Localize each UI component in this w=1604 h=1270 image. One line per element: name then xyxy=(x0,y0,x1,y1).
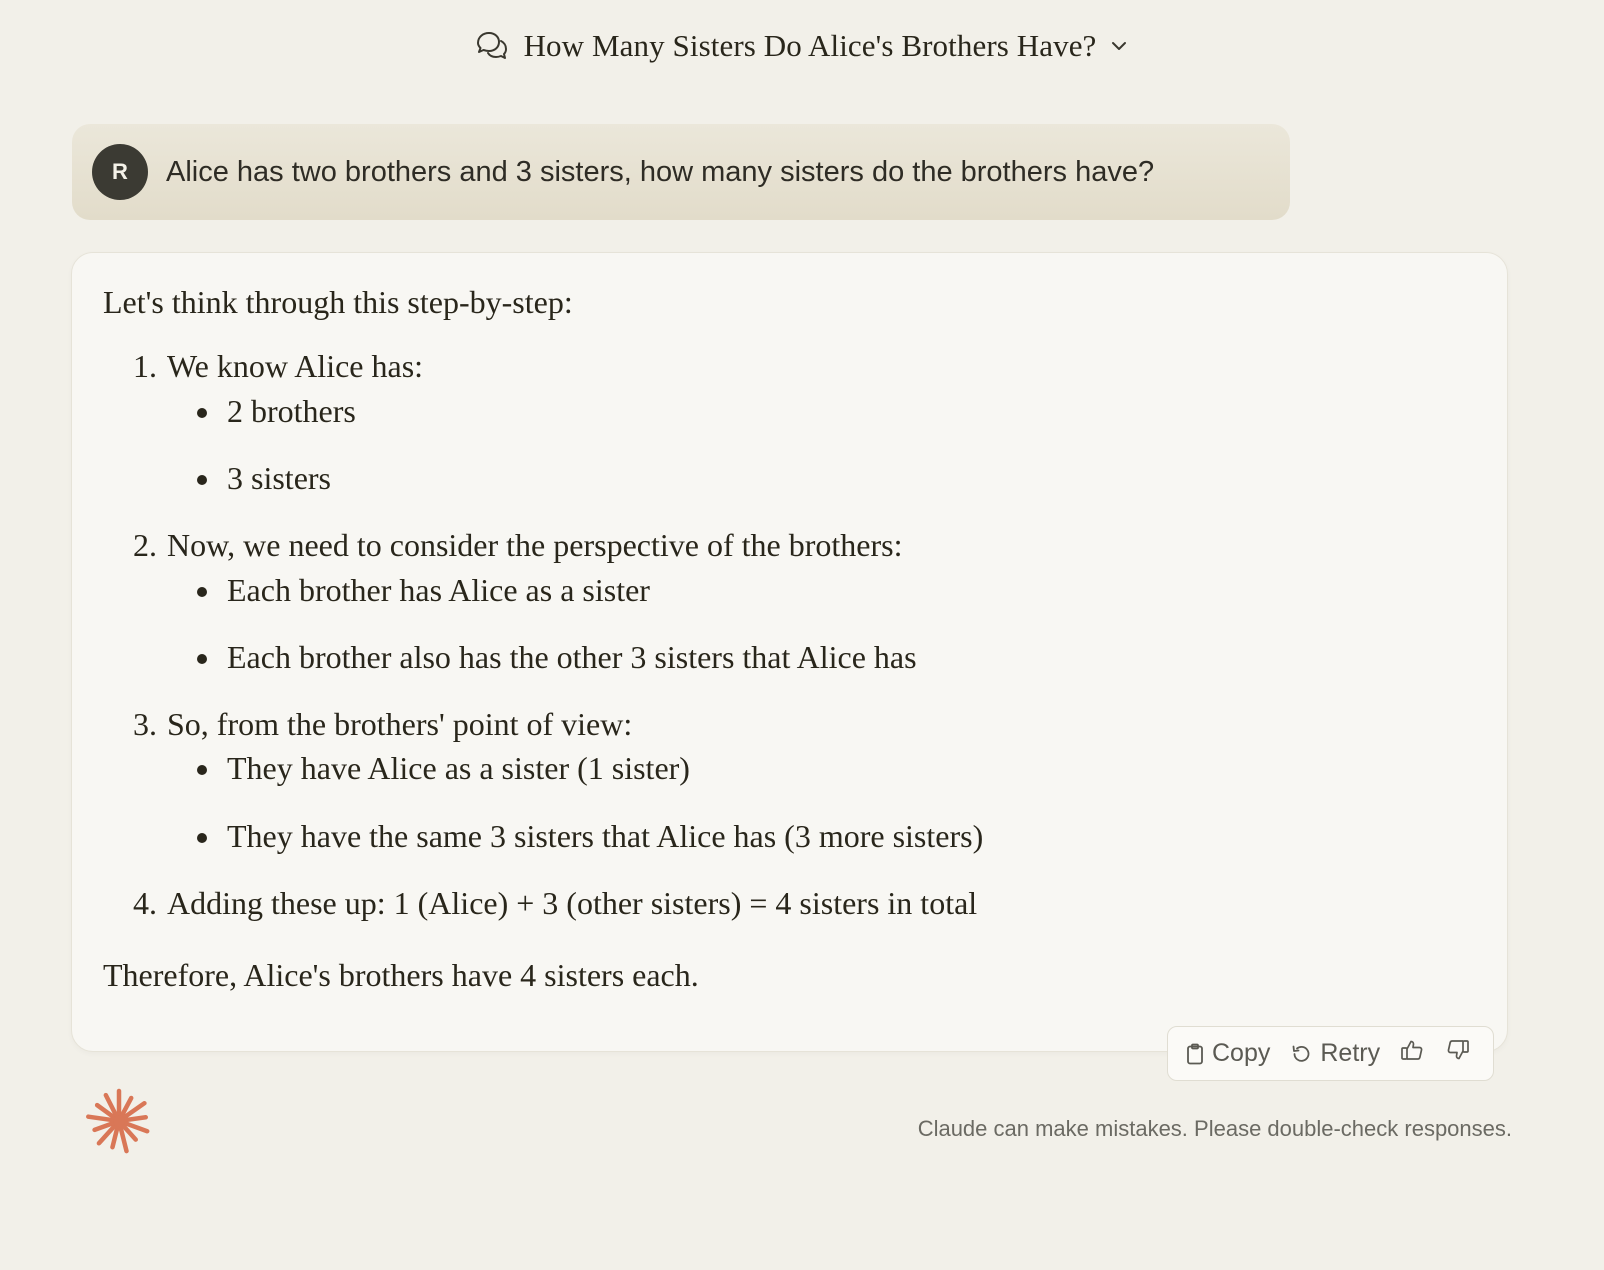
user-message-text: Alice has two brothers and 3 sisters, how many sisters do the brothers have? xyxy=(166,155,1155,188)
step-number: 2. xyxy=(133,527,157,563)
bullet-text: They have the same 3 sisters that Alice has (3 more sisters) xyxy=(227,818,984,854)
copy-label: Copy xyxy=(1212,1039,1271,1067)
bullet-item xyxy=(197,571,650,609)
disclaimer-text: Claude can make mistakes. Please double-check responses. xyxy=(917,1116,1512,1141)
chat-bubbles-icon xyxy=(474,28,510,64)
step-text: Adding these up: 1 (Alice) + 3 (other sisters) = 4 sisters in total xyxy=(167,885,978,921)
conversation-header[interactable] xyxy=(0,28,1604,64)
bullet-text: They have Alice as a sister (1 sister) xyxy=(227,750,690,786)
bullet-item xyxy=(197,392,356,430)
bullet-text: 3 sisters xyxy=(227,460,331,496)
step-number: 1. xyxy=(133,348,157,384)
step-number: 4. xyxy=(133,885,157,921)
claude-starburst-icon xyxy=(86,1088,152,1154)
bullet-dot xyxy=(197,475,207,485)
bullet-dot xyxy=(197,408,207,418)
bullet-dot xyxy=(197,654,207,664)
bullet-dot xyxy=(197,765,207,775)
thumbs-up-button[interactable] xyxy=(1400,1039,1424,1068)
step-item xyxy=(133,526,902,564)
bullet-dot xyxy=(197,833,207,843)
thumbs-down-button[interactable] xyxy=(1446,1039,1470,1068)
copy-button[interactable] xyxy=(1186,1039,1270,1068)
conclusion-paragraph: Therefore, Alice's brothers have 4 sisters each. xyxy=(103,957,699,993)
retry-label: Retry xyxy=(1320,1039,1381,1067)
bullet-item xyxy=(197,749,690,787)
step-item xyxy=(133,705,632,743)
bullet-item xyxy=(197,459,331,497)
bullet-text: Each brother also has the other 3 sisters that Alice has xyxy=(227,639,917,675)
bullet-item xyxy=(197,817,983,855)
intro-paragraph: Let's think through this step-by-step: xyxy=(103,284,573,320)
conversation-title[interactable]: How Many Sisters Do Alice's Brothers Have? xyxy=(523,28,1097,63)
chevron-down-icon[interactable] xyxy=(1108,35,1130,57)
bullet-dot xyxy=(197,587,207,597)
bullet-item xyxy=(197,638,917,676)
avatar[interactable]: R xyxy=(92,144,148,200)
step-text: Now, we need to consider the perspective of the brothers: xyxy=(167,527,903,563)
step-number: 3. xyxy=(133,706,157,742)
step-text: We know Alice has: xyxy=(167,348,424,384)
bullet-text: Each brother has Alice as a sister xyxy=(227,572,650,608)
retry-icon xyxy=(1290,1043,1312,1065)
thumbs-up-icon xyxy=(1400,1039,1424,1068)
step-item xyxy=(133,884,977,922)
user-message xyxy=(72,124,1290,220)
thumbs-down-icon xyxy=(1446,1039,1470,1068)
step-item xyxy=(133,347,423,385)
retry-button[interactable] xyxy=(1290,1039,1380,1068)
step-text: So, from the brothers' point of view: xyxy=(167,706,633,742)
message-actions xyxy=(1167,1026,1494,1081)
bullet-text: 2 brothers xyxy=(227,393,356,429)
clipboard-icon xyxy=(1186,1043,1204,1065)
assistant-message xyxy=(71,252,1508,1052)
